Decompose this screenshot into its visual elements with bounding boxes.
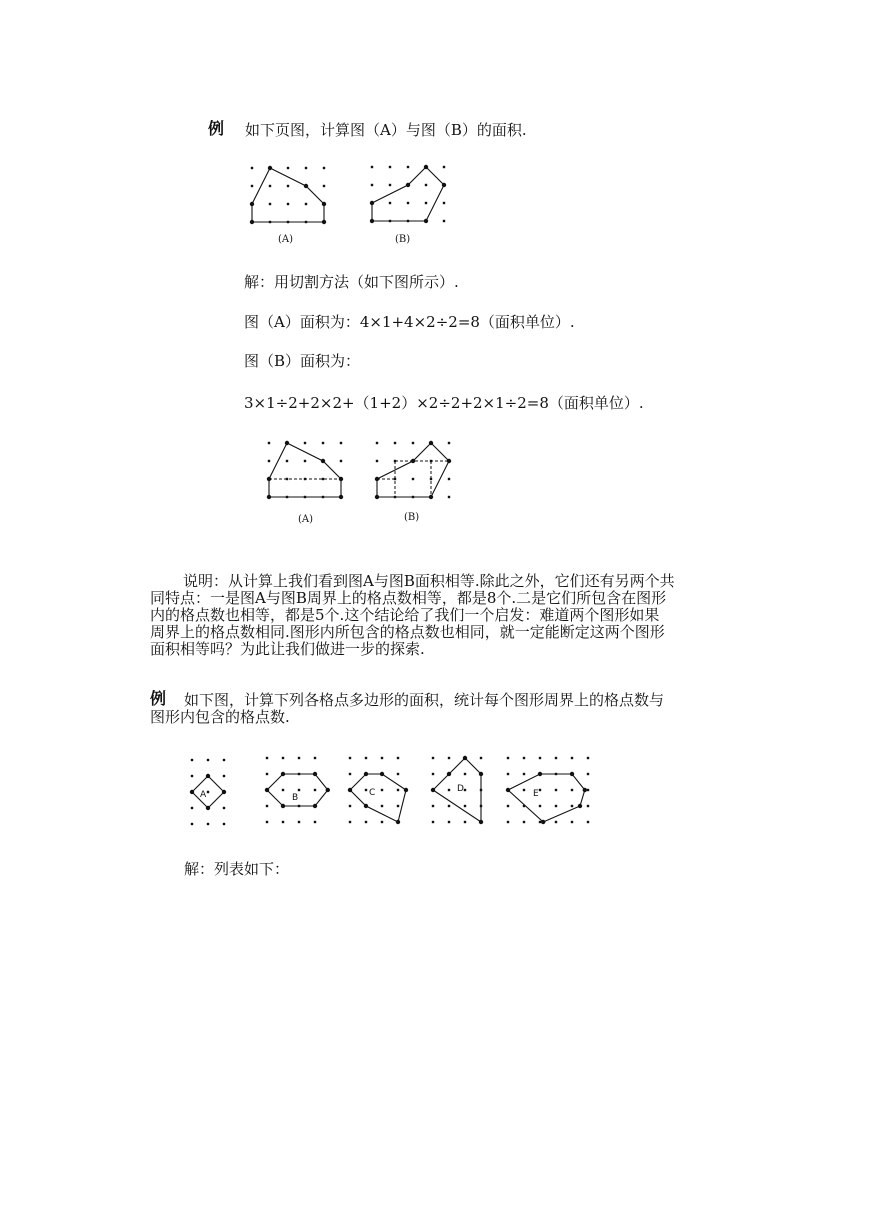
grid-dot — [432, 821, 434, 823]
vertex-dot — [250, 202, 254, 206]
grid-dot — [571, 789, 573, 791]
example2-line: 图形内包含的格点数. — [150, 708, 290, 726]
vertex-dot — [370, 201, 374, 205]
vertex-dot — [267, 495, 271, 499]
grid-dot — [282, 789, 284, 791]
grid-dot — [266, 821, 268, 823]
vertex-dot — [322, 202, 326, 206]
vertex-dot — [375, 495, 379, 499]
grid-dot — [349, 757, 351, 759]
vertex-dot — [322, 220, 326, 224]
explanation-line: 面积相等吗？为此让我们做进一步的探索. — [150, 640, 425, 658]
grid-dot — [539, 757, 541, 759]
vertex-dot — [463, 756, 467, 760]
grid-dot — [287, 203, 289, 205]
grid-dot — [587, 789, 589, 791]
grid-dot — [464, 805, 466, 807]
explanation-line: 内的格点数也相等，都是5个.这个结论给了我们一个启发：难道两个图形如果 — [150, 606, 660, 624]
shape-label: C — [369, 788, 376, 798]
solution-a: 图（A）面积为：4×1+4×2÷2=8（面积单位）. — [244, 313, 575, 331]
grid-dot — [376, 442, 378, 444]
grid-dot — [349, 805, 351, 807]
grid-dot — [389, 166, 391, 168]
explanation-line: 同特点：一是图A与图B周界上的格点数相等，都是8个.二是它们所包含在图形 — [150, 589, 667, 607]
grid-dot — [555, 821, 557, 823]
grid-dot — [268, 442, 270, 444]
vertex-dot — [250, 220, 254, 224]
shape-label: D — [457, 784, 464, 794]
shape-label: A — [200, 790, 207, 800]
vertex-dot — [570, 772, 574, 776]
explanation-line: 说明：从计算上我们看到图A与图B面积相等.除此之外，它们还有另两个共 — [183, 572, 675, 590]
grid-dot — [389, 184, 391, 186]
grid-dot — [571, 821, 573, 823]
grid-dot — [191, 759, 193, 761]
grid-dot — [555, 757, 557, 759]
grid-dot — [523, 821, 525, 823]
grid-dot — [340, 442, 342, 444]
polygon-outline — [350, 774, 406, 822]
grid-dot — [371, 166, 373, 168]
cut-figure-a — [267, 441, 343, 499]
vertex-dot — [406, 183, 410, 187]
solution-b-label: 图（B）面积为： — [244, 352, 361, 370]
shape-label: B — [292, 793, 299, 803]
grid-dot — [464, 773, 466, 775]
vertex-dot — [206, 806, 210, 810]
vertex-dot — [313, 804, 317, 808]
grid-dot — [448, 442, 450, 444]
grid-dot — [539, 789, 541, 791]
grid-dot — [298, 821, 300, 823]
grid-dot — [365, 821, 367, 823]
grid-dot — [448, 805, 450, 807]
vertex-dot — [424, 219, 428, 223]
shape-label: E — [533, 789, 539, 799]
vertex-dot — [506, 788, 510, 792]
vertex-dot — [447, 772, 451, 776]
vertex-dot — [541, 820, 545, 824]
grid-dot — [397, 757, 399, 759]
vertex-dot — [479, 820, 483, 824]
figure-a — [250, 166, 326, 224]
grid-dot — [412, 478, 414, 480]
vertex-dot — [265, 788, 269, 792]
grid-dot — [507, 821, 509, 823]
example-label: 例 — [208, 119, 225, 138]
polygon-outline — [252, 168, 324, 222]
grid-dot — [448, 821, 450, 823]
grid-dot — [371, 184, 373, 186]
vertex-dot — [313, 772, 317, 776]
grid-dot — [448, 496, 450, 498]
grid-dot — [282, 821, 284, 823]
grid-dot — [381, 805, 383, 807]
grid-dot — [287, 167, 289, 169]
grid-dot — [443, 220, 445, 222]
grid-dot — [587, 773, 589, 775]
example2-label: 例 — [150, 689, 167, 708]
vertex-dot — [396, 820, 400, 824]
grid-dot — [223, 823, 225, 825]
grid-dot — [266, 757, 268, 759]
grid-dot — [480, 757, 482, 759]
grid-dot — [207, 759, 209, 761]
grid-dot — [587, 821, 589, 823]
grid-dot — [305, 203, 307, 205]
grid-dot — [448, 478, 450, 480]
vertex-dot — [364, 772, 368, 776]
grid-dot — [389, 202, 391, 204]
figure-b-caption: (B) — [395, 234, 411, 245]
cut-b-caption: (B) — [404, 512, 420, 523]
vertex-dot — [442, 183, 446, 187]
grid-dot — [407, 202, 409, 204]
example2-figures — [190, 756, 589, 825]
polygon-outline — [377, 443, 449, 497]
grid-dot — [191, 807, 193, 809]
grid-dot — [376, 460, 378, 462]
grid-dot — [314, 821, 316, 823]
vertex-dot — [479, 772, 483, 776]
grid-dot — [425, 184, 427, 186]
vertex-dot — [206, 774, 210, 778]
grid-dot — [539, 821, 541, 823]
grid-dot — [397, 773, 399, 775]
figure-b — [370, 165, 446, 223]
grid-dot — [397, 805, 399, 807]
grid-dot — [287, 185, 289, 187]
grid-dot — [507, 773, 509, 775]
vertex-dot — [304, 184, 308, 188]
grid-dot — [381, 821, 383, 823]
grid-dot — [507, 757, 509, 759]
grid-dot — [555, 789, 557, 791]
grid-dot — [448, 789, 450, 791]
grid-dot — [448, 757, 450, 759]
grid-dot — [443, 202, 445, 204]
grid-dot — [305, 167, 307, 169]
vertex-dot — [380, 772, 384, 776]
vertex-dot — [321, 459, 325, 463]
vertex-dot — [268, 166, 272, 170]
grid-dot — [191, 775, 193, 777]
grid-dot — [523, 773, 525, 775]
grid-dot — [507, 805, 509, 807]
grid-dot — [266, 773, 268, 775]
grid-dot — [432, 757, 434, 759]
example2-solution: 解：列表如下： — [184, 860, 290, 878]
grid-dot — [282, 757, 284, 759]
vertex-dot — [429, 441, 433, 445]
polygon-outline — [372, 167, 444, 221]
grid-dot — [407, 166, 409, 168]
solution-b-expression: 3×1÷2+2×2+（1+2）×2÷2+2×1÷2=8（面积单位）. — [244, 394, 644, 412]
polygon-outline — [508, 774, 585, 822]
vertex-dot — [583, 788, 587, 792]
explanation-line: 周界上的格点数相同.图形内所包含的格点数也相同，就一定能断定这两个图形 — [150, 623, 665, 641]
vertex-dot — [222, 790, 226, 794]
grid-dot — [304, 442, 306, 444]
grid-dot — [251, 167, 253, 169]
grid-dot — [322, 442, 324, 444]
grid-dot — [322, 478, 324, 480]
grid-dot — [323, 167, 325, 169]
vertex-dot — [326, 788, 330, 792]
grid-dot — [286, 460, 288, 462]
grid-dot — [412, 442, 414, 444]
grid-dot — [298, 757, 300, 759]
grid-dot — [555, 805, 557, 807]
vertex-dot — [281, 804, 285, 808]
cut-a-caption: (A) — [298, 514, 314, 525]
grid-dot — [425, 202, 427, 204]
grid-dot — [432, 805, 434, 807]
vertex-dot — [190, 790, 194, 794]
grid-dot — [207, 823, 209, 825]
vertex-dot — [348, 788, 352, 792]
grid-dot — [349, 773, 351, 775]
grid-dot — [381, 757, 383, 759]
grid-dot — [523, 789, 525, 791]
grid-dot — [223, 759, 225, 761]
grid-dot — [432, 773, 434, 775]
grid-dot — [314, 757, 316, 759]
grid-dot — [191, 823, 193, 825]
figure-a-caption: (A) — [278, 234, 294, 245]
grid-dot — [464, 821, 466, 823]
grid-dot — [269, 185, 271, 187]
grid-dot — [298, 789, 300, 791]
vertex-dot — [370, 219, 374, 223]
grid-dot — [340, 460, 342, 462]
grid-dot — [397, 789, 399, 791]
grid-dot — [587, 757, 589, 759]
grid-dot — [365, 789, 367, 791]
grid-dot — [207, 791, 209, 793]
grid-dot — [464, 789, 466, 791]
grid-dot — [223, 775, 225, 777]
grid-dot — [314, 789, 316, 791]
polygon-outline — [269, 443, 341, 497]
grid-dot — [365, 757, 367, 759]
grid-dot — [268, 460, 270, 462]
vertex-dot — [339, 495, 343, 499]
vertex-dot — [404, 788, 408, 792]
vertex-dot — [285, 441, 289, 445]
grid-dot — [571, 757, 573, 759]
grid-dot — [587, 805, 589, 807]
grid-dot — [266, 805, 268, 807]
grid-dot — [349, 821, 351, 823]
vertex-dot — [424, 165, 428, 169]
vertex-dot — [281, 772, 285, 776]
grid-dot — [539, 805, 541, 807]
example-prompt: 如下页图，计算图（A）与图（B）的面积. — [245, 121, 527, 139]
grid-dot — [223, 807, 225, 809]
vertex-dot — [578, 804, 582, 808]
vertex-dot — [431, 788, 435, 792]
solution-intro: 解：用切割方法（如下图所示）. — [244, 273, 459, 291]
grid-dot — [523, 757, 525, 759]
cut-figure-b — [375, 441, 451, 499]
grid-dot — [571, 805, 573, 807]
grid-dot — [323, 185, 325, 187]
grid-dot — [381, 789, 383, 791]
grid-dot — [269, 203, 271, 205]
grid-dot — [304, 460, 306, 462]
example2-line: 如下图，计算下列各格点多边形的面积，统计每个图形周界上的格点数与 — [184, 691, 665, 709]
vertex-dot — [364, 804, 368, 808]
vertex-dot — [538, 772, 542, 776]
grid-dot — [394, 442, 396, 444]
grid-dot — [443, 166, 445, 168]
grid-dot — [251, 185, 253, 187]
